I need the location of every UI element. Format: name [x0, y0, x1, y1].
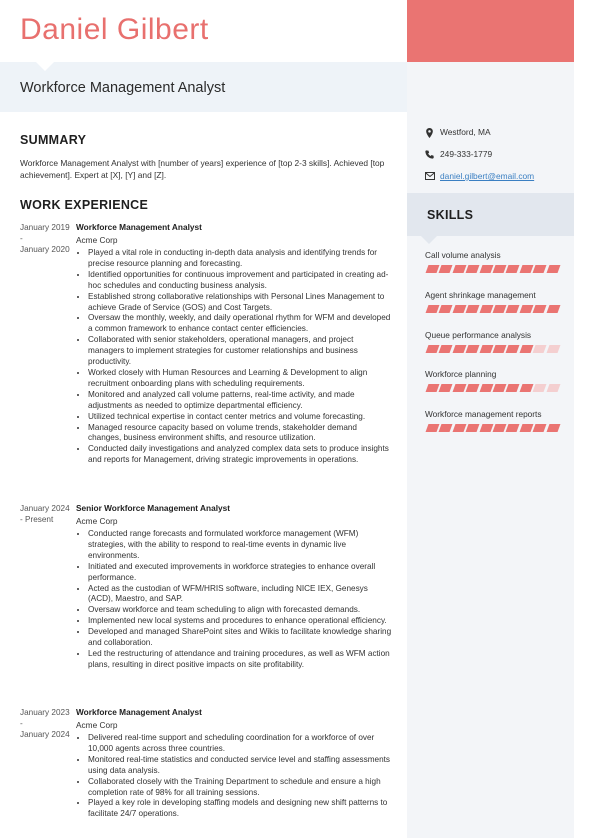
skill-segment-filled	[506, 345, 520, 353]
summary-text: Workforce Management Analyst with [number of years] experience of [top 2-3 skills]. Achieved [top achievement]. Expert at [X], [Y] and [Z].	[20, 158, 385, 180]
skill-level-bar	[425, 384, 560, 392]
header-accent-block	[407, 0, 574, 62]
bullet-item: • Played a vital role in conducting in-depth data analysis and identifying trends for precise resource planning and forecasting.	[88, 248, 392, 270]
skill-segment-filled	[506, 424, 520, 432]
skill-segment-filled	[439, 424, 453, 432]
phone-icon	[425, 150, 434, 159]
experience-role: Workforce Management Analyst	[76, 222, 202, 232]
skill-segment-filled	[466, 265, 480, 273]
skill-name: Agent shrinkage management	[425, 290, 536, 300]
skill-segment-filled	[479, 384, 493, 392]
skill-segment-filled	[493, 345, 507, 353]
skill-name: Workforce planning	[425, 369, 497, 379]
skill-segment-filled	[533, 305, 547, 313]
skill-segment-filled	[439, 384, 453, 392]
skill-segment-empty	[533, 384, 547, 392]
contact-email	[425, 171, 534, 181]
skill-segment-filled	[439, 265, 453, 273]
bullet-item: • Collaborated closely with the Training Department to schedule and ensure a high completion rate of 98% for all training sessions.	[88, 777, 392, 799]
skill-segment-filled	[426, 345, 440, 353]
location-text: Westford, MA	[440, 127, 491, 137]
experience-bullets	[76, 733, 392, 820]
experience-company: Acme Corp	[76, 516, 118, 526]
location-pin-icon	[425, 128, 434, 137]
job-title: Workforce Management Analyst	[20, 80, 226, 96]
bullet-item: • Acted as the custodian of WFM/HRIS software, including NICE IEX, Genesys (ACD), Maestro, and SAP.	[88, 584, 392, 606]
skill-segment-filled	[493, 424, 507, 432]
skill-segment-filled	[479, 305, 493, 313]
email-link[interactable]: daniel.gilbert@email.com	[440, 171, 535, 181]
skill-segment-filled	[479, 345, 493, 353]
skill-segment-filled	[452, 265, 466, 273]
skill-segment-empty	[533, 345, 547, 353]
skill-segment-filled	[479, 424, 493, 432]
bullet-item: • Implemented new local systems and procedures to enhance operational efficiency.	[88, 616, 392, 627]
skill-segment-filled	[506, 305, 520, 313]
skill-segment-filled	[506, 384, 520, 392]
skill-segment-filled	[519, 424, 533, 432]
skills-heading: SKILLS	[427, 208, 474, 222]
skill-segment-filled	[493, 384, 507, 392]
skill-item	[425, 369, 560, 392]
skill-item	[425, 250, 560, 273]
bullet-item: • Monitored and analyzed call volume patterns, real-time activity, and made adjustments as needed to optimize departmental efficiency.	[88, 390, 392, 412]
skill-segment-filled	[452, 424, 466, 432]
bullet-item: • Developed and managed SharePoint sites and Wikis to facilitate knowledge sharing and collaboration.	[88, 627, 392, 649]
name-header	[0, 0, 407, 62]
email-icon	[425, 172, 434, 181]
skill-level-bar	[425, 305, 560, 313]
bullet-item: • Conducted daily investigations and analyzed complex data sets to produce insights and reports for Management, driving strategic improvements in operations.	[88, 444, 392, 466]
skill-segment-filled	[426, 305, 440, 313]
title-notch	[36, 62, 54, 71]
skill-segment-filled	[519, 345, 533, 353]
skill-segment-filled	[426, 384, 440, 392]
skill-item	[425, 290, 560, 313]
skill-segment-filled	[533, 424, 547, 432]
skill-segment-filled	[493, 265, 507, 273]
skill-segment-empty	[546, 345, 560, 353]
experience-role: Senior Workforce Management Analyst	[76, 503, 230, 513]
experience-bullets	[76, 529, 392, 671]
candidate-name: Daniel Gilbert	[20, 13, 209, 46]
experience-date: January 2024 - Present	[20, 504, 70, 524]
skill-segment-filled	[466, 305, 480, 313]
skill-segment-filled	[426, 265, 440, 273]
contact-phone	[425, 149, 492, 159]
skill-segment-filled	[533, 265, 547, 273]
bullet-item: • Conducted range forecasts and formulated workforce management (WFM) strategies, with the ability to respond to real-time events in dynamic live environments.	[88, 529, 392, 562]
bullet-item: • Collaborated with senior stakeholders, operational managers, and project managers to implement strategies for customer relationships and business productivity.	[88, 335, 392, 368]
experience-bullets	[76, 248, 392, 466]
skill-segment-filled	[519, 265, 533, 273]
bullet-item: • Oversaw the monthly, weekly, and daily operational rhythm for WFM and developed a common framework to enhance contact center efficiencies.	[88, 313, 392, 335]
experience-company: Acme Corp	[76, 720, 118, 730]
skill-segment-filled	[452, 305, 466, 313]
experience-date: January 2019 - January 2020	[20, 223, 70, 254]
skill-segment-filled	[546, 265, 560, 273]
experience-date: January 2023 - January 2024	[20, 708, 70, 739]
skill-segment-filled	[493, 305, 507, 313]
skill-level-bar	[425, 424, 560, 432]
bullet-item: • Worked closely with Human Resources and Learning & Development to align recruitment onboarding plans with scheduling requirements.	[88, 368, 392, 390]
skill-segment-empty	[546, 384, 560, 392]
skill-name: Call volume analysis	[425, 250, 501, 260]
bullet-item: • Established strong collaborative relationships with Personal Lines Management to achieve Grade of Service (GOS) and Cost Targets.	[88, 292, 392, 314]
skill-segment-filled	[546, 424, 560, 432]
contact-location	[425, 127, 491, 137]
skill-segment-filled	[439, 345, 453, 353]
skill-segment-filled	[466, 384, 480, 392]
bullet-item: • Delivered real-time support and scheduling coordination for a workforce of over 10,000 agents across three countries.	[88, 733, 392, 755]
skill-segment-filled	[519, 305, 533, 313]
phone-text: 249-333-1779	[440, 149, 493, 159]
bullet-item: • Led the restructuring of attendance and training procedures, as well as WFM action plans, resulting in direct positive impacts on site profitability.	[88, 649, 392, 671]
skill-segment-filled	[479, 265, 493, 273]
skill-segment-filled	[466, 424, 480, 432]
bullet-item: • Utilized technical expertise in contact center metrics and volume forecasting.	[88, 412, 392, 423]
skill-segment-filled	[506, 265, 520, 273]
experience-company: Acme Corp	[76, 235, 118, 245]
skill-item	[425, 330, 560, 353]
skill-name: Workforce management reports	[425, 409, 542, 419]
bullet-item: • Oversaw workforce and team scheduling to align with forecasted demands.	[88, 605, 392, 616]
experience-role: Workforce Management Analyst	[76, 707, 202, 717]
bullet-item: • Managed resource capacity based on volume trends, stakeholder demand changes, business environment shifts, and resource utilization.	[88, 423, 392, 445]
skill-segment-filled	[466, 345, 480, 353]
bullet-item: • Identified opportunities for continuous improvement and participated in creating ad-hoc schedules and conducting business analysis.	[88, 270, 392, 292]
skill-segment-filled	[439, 305, 453, 313]
skill-segment-filled	[452, 345, 466, 353]
skill-level-bar	[425, 345, 560, 353]
skill-level-bar	[425, 265, 560, 273]
skill-name: Queue performance analysis	[425, 330, 532, 340]
skill-segment-filled	[452, 384, 466, 392]
skill-segment-filled	[546, 305, 560, 313]
skill-item	[425, 409, 560, 432]
experience-heading: WORK EXPERIENCE	[20, 198, 149, 212]
bullet-item: • Initiated and executed improvements in workforce strategies to enhance overall performance.	[88, 562, 392, 584]
skill-segment-filled	[426, 424, 440, 432]
summary-heading: SUMMARY	[20, 133, 87, 147]
bullet-item: • Played a key role in developing staffing models and designing new shift patterns to facilitate 24/7 operations.	[88, 798, 392, 820]
skill-segment-filled	[519, 384, 533, 392]
skills-notch	[421, 236, 437, 244]
bullet-item: • Monitored real-time statistics and conducted service level and staffing assessments using data analysis.	[88, 755, 392, 777]
